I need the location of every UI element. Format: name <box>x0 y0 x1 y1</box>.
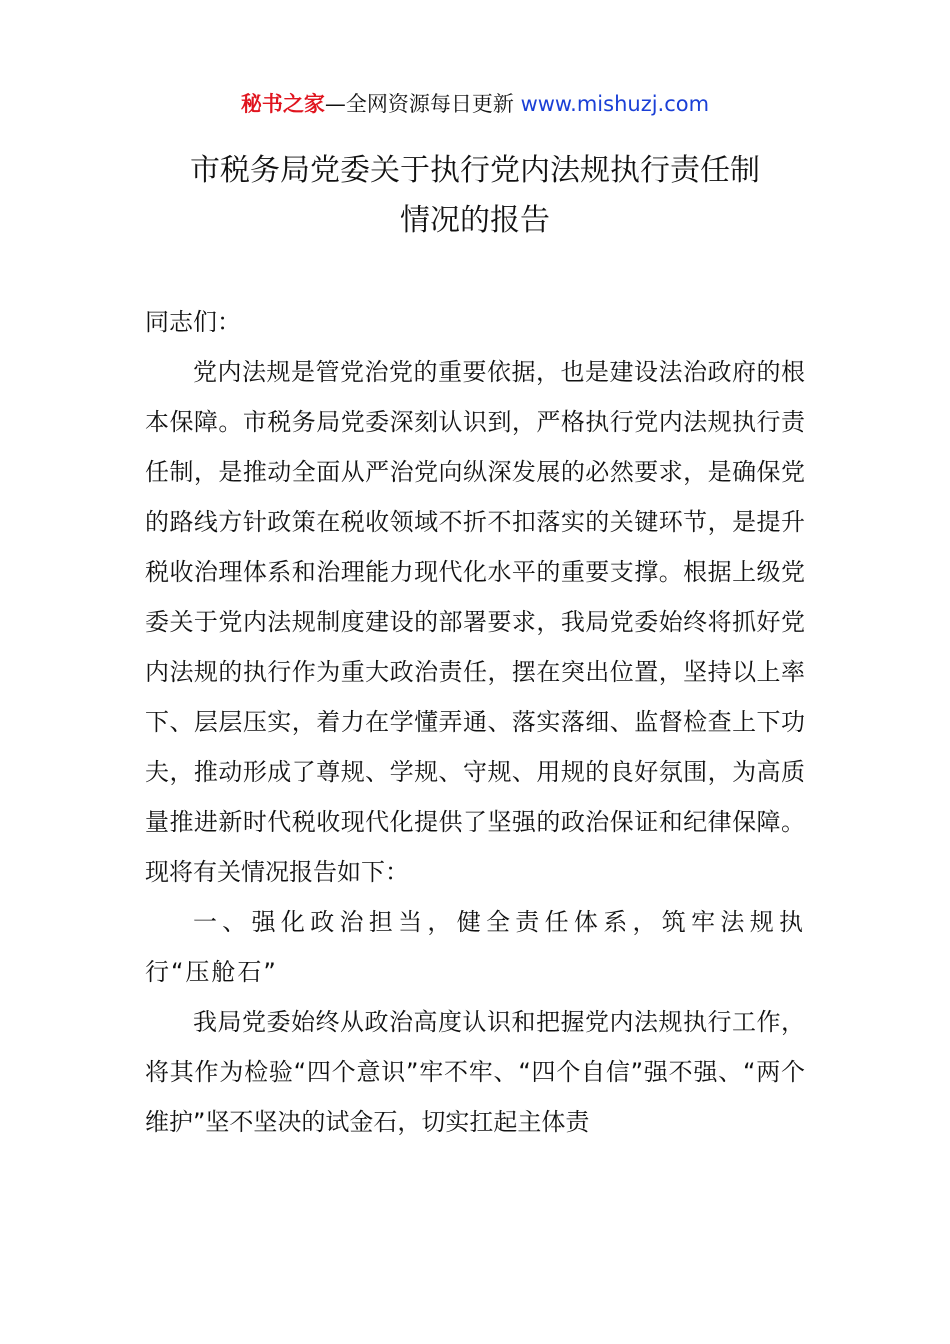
document-body <box>145 297 805 1147</box>
header-tagline: —全网资源每日更新 <box>324 92 521 116</box>
title-line-1: 市税务局党委关于执行党内法规执行责任制 <box>190 153 760 188</box>
site-link[interactable]: www.mishuzj.com <box>520 92 710 116</box>
title-line-2: 情况的报告 <box>400 203 550 238</box>
section-heading-1: 一、强化政治担当，健全责任体系，筑牢法规执行“压舱石” <box>145 908 805 986</box>
site-header <box>0 88 950 120</box>
salutation: 同志们： <box>145 308 241 336</box>
section-paragraph-1: 我局党委始终从政治高度认识和把握党内法规执行工作，将其作为检验“四个意识”牢不牢、“四个自信”强不强、“两个维护”坚不坚决的试金石，切实扛起主体责 <box>145 1008 805 1136</box>
intro-paragraph: 党内法规是管党治党的重要依据，也是建设法治政府的根本保障。市税务局党委深刻认识到，严格执行党内法规执行责任制，是推动全面从严治党向纵深发展的必然要求，是确保党的路线方针政策在税收领域不折不扣落实的关键环节，是提升税收治理体系和治理能力现代化水平的重要支撑。根据上级党委关于党内法规制度建设的部署要求，我局党委始终将抓好党内法规的执行作为重大政治责任，摆在突出位置，坚持以上率下、层层压实，着力在学懂弄通、落实落细、监督检查上下功夫，推动形成了尊规、学规、守规、用规的良好氛围，为高质量推进新时代税收现代化提供了坚强的政治保证和纪律保障。现将有关情况报告如下： <box>145 358 805 886</box>
brand-name: 秘书之家 <box>240 92 325 116</box>
document-title <box>0 146 950 246</box>
